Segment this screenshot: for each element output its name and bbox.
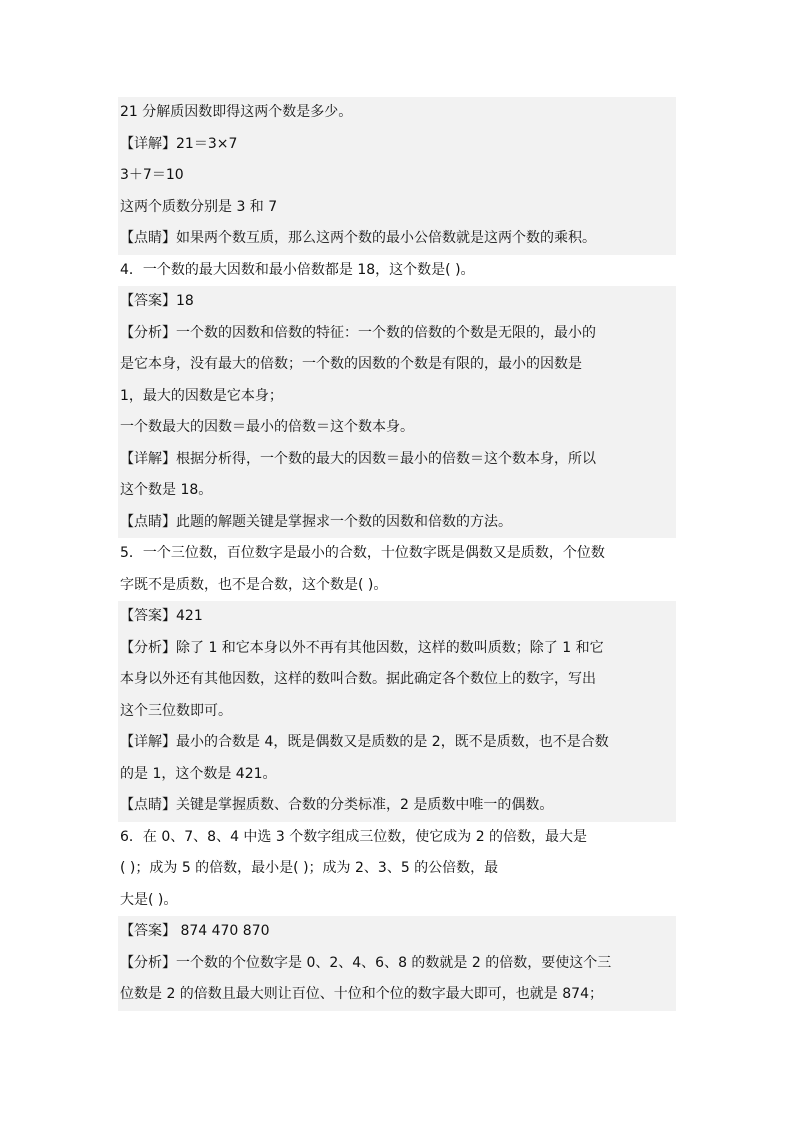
question-6: 6．在 0、7、8、4 中选 3 个数字组成三位数，使它成为 2 的倍数，最大是 <box>118 822 676 854</box>
analysis-line: 是它本身，没有最大的倍数；一个数的因数的个数是有限的，最小的因数是 <box>118 349 676 381</box>
text-line: 3＋7＝10 <box>118 160 676 192</box>
question-6-cont: ( )；成为 5 的倍数，最小是( )；成为 2、3、5 的公倍数，最 <box>118 853 676 885</box>
tip-line: 【点睛】关键是掌握质数、合数的分类标准，2 是质数中唯一的偶数。 <box>118 790 676 822</box>
tip-line: 【点睛】此题的解题关键是掌握求一个数的因数和倍数的方法。 <box>118 507 676 539</box>
analysis-line: 一个数最大的因数＝最小的倍数＝这个数本身。 <box>118 412 676 444</box>
text-line: 21 分解质因数即得这两个数是多少。 <box>118 97 676 129</box>
answer-line: 【答案】421 <box>118 601 676 633</box>
detail-line: 【详解】21＝3×7 <box>118 129 676 161</box>
analysis-line: 本身以外还有其他因数，这样的数叫合数。据此确定各个数位上的数字，写出 <box>118 664 676 696</box>
detail-line: 这个数是 18。 <box>118 475 676 507</box>
question-5: 5．一个三位数，百位数字是最小的合数，十位数字既是偶数又是质数，个位数 <box>118 538 676 570</box>
detail-line: 【详解】最小的合数是 4，既是偶数又是质数的是 2，既不是质数，也不是合数 <box>118 727 676 759</box>
answer-line: 【答案】18 <box>118 286 676 318</box>
question-5-cont: 字既不是质数，也不是合数，这个数是( )。 <box>118 570 676 602</box>
analysis-line: 这个三位数即可。 <box>118 696 676 728</box>
analysis-line: 【分析】一个数的个位数字是 0、2、4、6、8 的数就是 2 的倍数，要使这个三 <box>118 948 676 980</box>
detail-line: 【详解】根据分析得，一个数的最大的因数＝最小的倍数＝这个数本身，所以 <box>118 444 676 476</box>
question-6-cont: 大是( )。 <box>118 885 676 917</box>
analysis-line: 【分析】一个数的因数和倍数的特征：一个数的倍数的个数是无限的，最小的 <box>118 318 676 350</box>
detail-line: 的是 1，这个数是 421。 <box>118 759 676 791</box>
analysis-line: 1，最大的因数是它本身； <box>118 381 676 413</box>
tip-line: 【点睛】如果两个数互质，那么这两个数的最小公倍数就是这两个数的乘积。 <box>118 223 676 255</box>
analysis-line: 【分析】除了 1 和它本身以外不再有其他因数，这样的数叫质数；除了 1 和它 <box>118 633 676 665</box>
question-4: 4．一个数的最大因数和最小倍数都是 18，这个数是( )。 <box>118 255 676 287</box>
document-body <box>118 97 676 1011</box>
answer-line: 【答案】 874 470 870 <box>118 916 676 948</box>
text-line: 这两个质数分别是 3 和 7 <box>118 192 676 224</box>
analysis-line: 位数是 2 的倍数且最大则让百位、十位和个位的数字最大即可，也就是 874； <box>118 979 676 1011</box>
